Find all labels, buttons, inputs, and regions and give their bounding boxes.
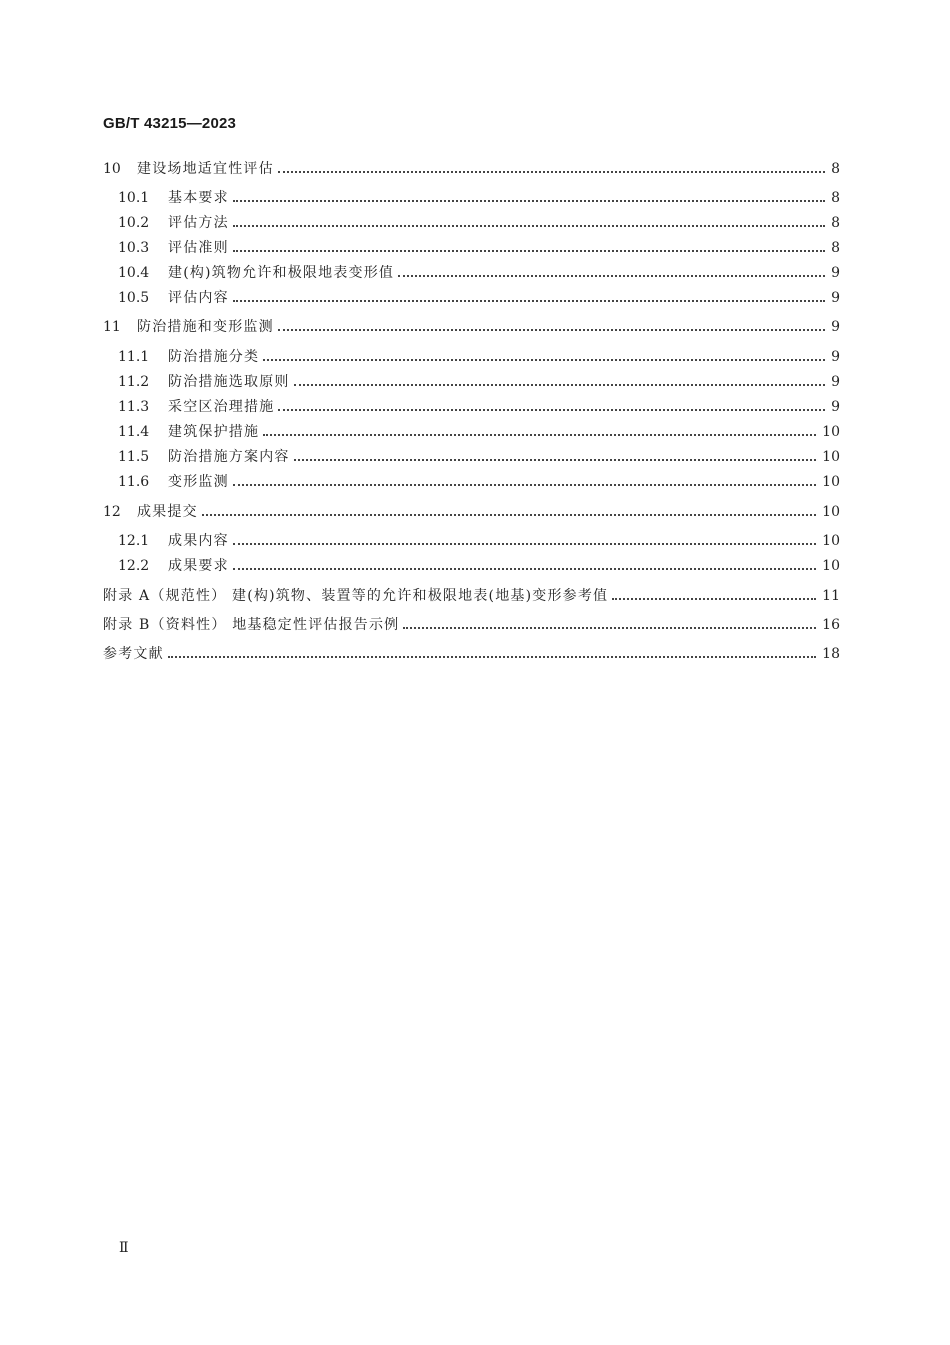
- toc-page: 9: [831, 374, 840, 390]
- toc-page: 10: [822, 424, 840, 440]
- toc-entry-12[interactable]: [103, 500, 840, 522]
- dot-leader: [233, 250, 825, 252]
- toc-page: 9: [831, 265, 840, 281]
- toc-entry-11-4[interactable]: [103, 420, 840, 442]
- dot-leader: [398, 275, 825, 277]
- toc-title: 防治措施方案内容: [168, 449, 290, 465]
- toc-entry-10-1[interactable]: [103, 186, 840, 208]
- table-of-contents: [103, 0, 840, 1345]
- toc-page: 18: [822, 646, 840, 662]
- toc-page: 11: [822, 588, 840, 604]
- toc-entry-11-2[interactable]: [103, 370, 840, 392]
- toc-page: 10: [822, 533, 840, 549]
- dot-leader: [403, 627, 816, 629]
- toc-entry-appendix-a[interactable]: [103, 584, 840, 606]
- toc-entry-11-6[interactable]: [103, 470, 840, 492]
- dot-leader: [278, 329, 825, 331]
- dot-leader: [233, 300, 825, 302]
- toc-page: 10: [822, 504, 840, 520]
- toc-number: 10.3: [118, 240, 150, 256]
- standard-code-header: GB/T 43215—2023: [103, 115, 237, 132]
- dot-leader: [278, 409, 825, 411]
- toc-number: 12: [103, 504, 121, 520]
- toc-page: 9: [831, 319, 840, 335]
- toc-title: 建筑保护措施: [168, 424, 260, 440]
- toc-title: 评估准则: [168, 240, 229, 256]
- toc-number: 10: [103, 161, 121, 177]
- toc-number: 11: [103, 319, 121, 335]
- toc-title: 附录 B（资料性） 地基稳定性评估报告示例: [103, 617, 400, 633]
- toc-entry-11-3[interactable]: [103, 395, 840, 417]
- toc-title: 成果要求: [168, 558, 229, 574]
- toc-entry-appendix-b[interactable]: [103, 613, 840, 635]
- toc-number: 11.6: [118, 474, 150, 490]
- toc-page: 8: [831, 161, 840, 177]
- dot-leader: [278, 171, 825, 173]
- dot-leader: [263, 359, 825, 361]
- dot-leader: [263, 434, 816, 436]
- toc-page: 9: [831, 349, 840, 365]
- dot-leader: [294, 384, 825, 386]
- toc-title: 建设场地适宜性评估: [137, 161, 274, 177]
- toc-number: 12.1: [118, 533, 150, 549]
- toc-page: 10: [822, 558, 840, 574]
- toc-page: 16: [822, 617, 840, 633]
- toc-entry-10-5[interactable]: [103, 286, 840, 308]
- toc-title: 评估方法: [168, 215, 229, 231]
- toc-title: 基本要求: [168, 190, 229, 206]
- toc-number: 11.1: [118, 349, 150, 365]
- dot-leader: [294, 459, 817, 461]
- page-number-footer: Ⅱ: [119, 1241, 129, 1256]
- toc-entry-10[interactable]: [103, 157, 840, 179]
- toc-entry-12-2[interactable]: [103, 554, 840, 576]
- dot-leader: [168, 656, 816, 658]
- toc-number: 11.4: [118, 424, 150, 440]
- dot-leader: [233, 225, 825, 227]
- toc-title: 建(构)筑物允许和极限地表变形值: [168, 265, 395, 281]
- toc-entry-10-3[interactable]: [103, 236, 840, 258]
- toc-page: 9: [831, 290, 840, 306]
- dot-leader: [233, 568, 816, 570]
- toc-entry-11-1[interactable]: [103, 345, 840, 367]
- dot-leader: [233, 484, 816, 486]
- toc-title: 防治措施选取原则: [168, 374, 290, 390]
- dot-leader: [233, 200, 825, 202]
- toc-number: 10.5: [118, 290, 150, 306]
- toc-number: 11.2: [118, 374, 150, 390]
- toc-number: 10.4: [118, 265, 150, 281]
- toc-title: 采空区治理措施: [168, 399, 275, 415]
- dot-leader: [202, 514, 816, 516]
- toc-entry-10-2[interactable]: [103, 211, 840, 233]
- toc-title: 变形监测: [168, 474, 229, 490]
- toc-title: 附录 A（规范性） 建(构)筑物、装置等的允许和极限地表(地基)变形参考值: [103, 588, 609, 604]
- toc-number: 10.1: [118, 190, 150, 206]
- toc-title: 参考文献: [103, 646, 164, 662]
- dot-leader: [612, 598, 816, 600]
- toc-entry-10-4[interactable]: [103, 261, 840, 283]
- dot-leader: [233, 543, 816, 545]
- toc-entry-12-1[interactable]: [103, 529, 840, 551]
- toc-page: 8: [831, 215, 840, 231]
- toc-entry-11-5[interactable]: [103, 445, 840, 467]
- toc-page: 8: [831, 190, 840, 206]
- toc-page: 8: [831, 240, 840, 256]
- toc-number: 12.2: [118, 558, 150, 574]
- toc-entry-references[interactable]: [103, 642, 840, 664]
- toc-entry-11[interactable]: [103, 315, 840, 337]
- toc-title: 防治措施分类: [168, 349, 260, 365]
- toc-title: 成果内容: [168, 533, 229, 549]
- toc-title: 评估内容: [168, 290, 229, 306]
- toc-page: 10: [822, 474, 840, 490]
- toc-title: 成果提交: [137, 504, 198, 520]
- toc-number: 11.5: [118, 449, 150, 465]
- toc-number: 10.2: [118, 215, 150, 231]
- toc-title: 防治措施和变形监测: [137, 319, 274, 335]
- toc-page: 10: [822, 449, 840, 465]
- toc-number: 11.3: [118, 399, 150, 415]
- toc-page: 9: [831, 399, 840, 415]
